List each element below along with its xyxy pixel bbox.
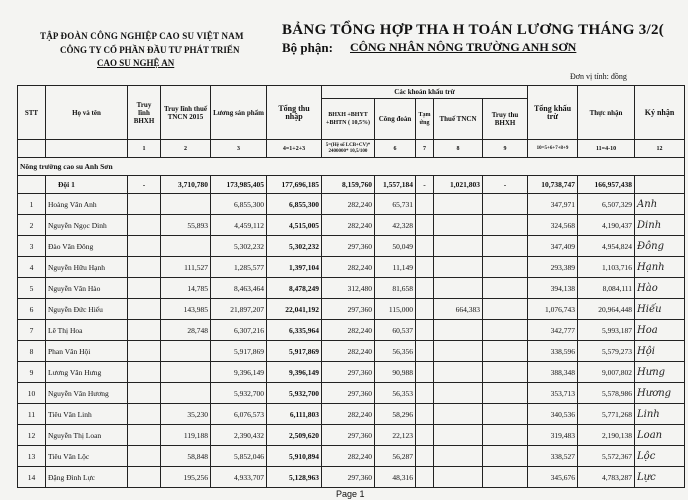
- cell-truy-thu-bhxh: [483, 257, 528, 278]
- cell-luong-sp: 2,390,432: [211, 425, 267, 446]
- table-row: [18, 194, 685, 215]
- cell-name: Nguyễn Đức Hiếu: [46, 299, 128, 320]
- department-name: CÔNG NHÂN NÔNG TRƯỜNG ANH SƠN: [350, 40, 577, 54]
- cell-bhxh: 297,360: [322, 467, 375, 488]
- cell-signature: Anh: [635, 194, 685, 215]
- cell-tong-khau-tru: 342,777: [528, 320, 578, 341]
- cell-luong-sp: 21,897,207: [211, 299, 267, 320]
- cell-tong-thu-nhap: 4,515,005: [267, 215, 322, 236]
- cell-tong-thu-nhap: 5,302,232: [267, 236, 322, 257]
- payroll-table: [17, 85, 685, 488]
- cell-signature: Hào: [635, 278, 685, 299]
- cell-thue-tncn: [434, 425, 483, 446]
- cell-thuc-nhan: 5,572,367: [578, 446, 635, 467]
- cell-cong-doan: 56,287: [375, 446, 416, 467]
- col-truy-bhxh: Truy lĩnh BHXH: [128, 86, 161, 140]
- cell-luong-sp: 5,852,046: [211, 446, 267, 467]
- cell-tong-thu-nhap: 6,855,300: [267, 194, 322, 215]
- cell-truy-thu-bhxh: [483, 425, 528, 446]
- cell-bhxh: 282,240: [322, 404, 375, 425]
- cell-bhxh: 297,360: [322, 425, 375, 446]
- cell-tam-ung: [416, 362, 434, 383]
- cell-stt: 11: [18, 404, 46, 425]
- col-truy-tncn: Truy lĩnh thuế TNCN 2015: [161, 86, 211, 140]
- document-title: BẢNG TỔNG HỢP THA H TOÁN LƯƠNG THÁNG 3/2(: [282, 22, 665, 38]
- cell-truy-bhxh: [128, 467, 161, 488]
- cell-cong-doan: 65,731: [375, 194, 416, 215]
- index-cell: 7: [416, 140, 434, 158]
- cell-stt: 8: [18, 341, 46, 362]
- cell-truy-tncn: 143,985: [161, 299, 211, 320]
- cell-signature: Lực: [635, 467, 685, 488]
- cell-name: Nguyễn Hữu Hạnh: [46, 257, 128, 278]
- cell-bhxh: 297,360: [322, 236, 375, 257]
- team-cong-doan: 1,557,184: [375, 176, 416, 194]
- cell-tong-khau-tru: 347,971: [528, 194, 578, 215]
- col-bhxh: BHXH +BHYT +BHTN ( 10,5%): [322, 99, 375, 140]
- cell-cong-doan: 60,537: [375, 320, 416, 341]
- cell-truy-bhxh: [128, 362, 161, 383]
- cell-truy-bhxh: [128, 236, 161, 257]
- cell-thuc-nhan: 5,578,986: [578, 383, 635, 404]
- cell-truy-bhxh: [128, 383, 161, 404]
- cell-thuc-nhan: 5,771,268: [578, 404, 635, 425]
- cell-stt: 9: [18, 362, 46, 383]
- cell-tam-ung: [416, 446, 434, 467]
- cell-truy-tncn: 111,527: [161, 257, 211, 278]
- cell-truy-bhxh: [128, 257, 161, 278]
- cell-tong-thu-nhap: 2,509,620: [267, 425, 322, 446]
- cell-tong-thu-nhap: 6,111,803: [267, 404, 322, 425]
- cell-truy-tncn: 14,785: [161, 278, 211, 299]
- index-cell: 5=(Hệ số LCB+CV)* 2400000* 10,5/100: [322, 140, 375, 158]
- cell-stt: 14: [18, 467, 46, 488]
- table-row: [18, 236, 685, 257]
- cell-signature: Hạnh: [635, 257, 685, 278]
- cell-tong-khau-tru: 345,676: [528, 467, 578, 488]
- cell-thue-tncn: [434, 404, 483, 425]
- cell-stt: 3: [18, 236, 46, 257]
- cell-tong-thu-nhap: 22,041,192: [267, 299, 322, 320]
- cell-thuc-nhan: 9,007,802: [578, 362, 635, 383]
- cell-tam-ung: [416, 299, 434, 320]
- cell-bhxh: 312,480: [322, 278, 375, 299]
- cell-truy-thu-bhxh: [483, 446, 528, 467]
- table-row: [18, 383, 685, 404]
- table-row: [18, 341, 685, 362]
- cell-thue-tncn: 664,383: [434, 299, 483, 320]
- cell-thue-tncn: [434, 236, 483, 257]
- table-row: [18, 278, 685, 299]
- cell-signature: Đông: [635, 236, 685, 257]
- cell-name: Đặng Đình Lực: [46, 467, 128, 488]
- table-row: [18, 320, 685, 341]
- cell-tam-ung: [416, 215, 434, 236]
- team-total-row: [18, 176, 685, 194]
- col-stt: STT: [18, 86, 46, 140]
- col-cong-doan: Công đoàn: [375, 99, 416, 140]
- cell-tong-thu-nhap: 8,478,249: [267, 278, 322, 299]
- cell-tong-khau-tru: 347,409: [528, 236, 578, 257]
- cell-truy-bhxh: [128, 215, 161, 236]
- cell-name: Lê Thị Hoa: [46, 320, 128, 341]
- table-row: [18, 446, 685, 467]
- cell-tam-ung: [416, 404, 434, 425]
- cell-thue-tncn: [434, 257, 483, 278]
- cell-tong-khau-tru: 319,483: [528, 425, 578, 446]
- cell-truy-thu-bhxh: [483, 467, 528, 488]
- table-row: [18, 425, 685, 446]
- cell-cong-doan: 90,988: [375, 362, 416, 383]
- cell-truy-thu-bhxh: [483, 404, 528, 425]
- cell-truy-tncn: 28,748: [161, 320, 211, 341]
- cell-stt: 5: [18, 278, 46, 299]
- cell-signature: Lộc: [635, 446, 685, 467]
- cell-luong-sp: 6,855,300: [211, 194, 267, 215]
- cell-cong-doan: 42,328: [375, 215, 416, 236]
- cell-name: Nguyễn Văn Hào: [46, 278, 128, 299]
- cell-thue-tncn: [434, 362, 483, 383]
- cell-truy-tncn: [161, 362, 211, 383]
- cell-truy-thu-bhxh: [483, 236, 528, 257]
- cell-stt: 12: [18, 425, 46, 446]
- team-name: Đội 1: [46, 176, 128, 194]
- cell-truy-tncn: [161, 383, 211, 404]
- cell-truy-tncn: 195,256: [161, 467, 211, 488]
- index-row: [18, 140, 685, 158]
- cell-cong-doan: 58,296: [375, 404, 416, 425]
- cell-luong-sp: 6,076,573: [211, 404, 267, 425]
- table-row: [18, 215, 685, 236]
- cell-thuc-nhan: 20,964,448: [578, 299, 635, 320]
- col-thuc-nhan: Thực nhận: [578, 86, 635, 140]
- col-tong-khau-tru: Tổng khấu trừ: [528, 86, 578, 140]
- cell-tong-thu-nhap: 5,932,700: [267, 383, 322, 404]
- cell-stt: 2: [18, 215, 46, 236]
- team-tam-ung: -: [416, 176, 434, 194]
- cell-luong-sp: 6,307,216: [211, 320, 267, 341]
- cell-bhxh: 282,240: [322, 341, 375, 362]
- cell-tong-thu-nhap: 5,128,963: [267, 467, 322, 488]
- cell-bhxh: 297,360: [322, 362, 375, 383]
- cell-cong-doan: 56,356: [375, 341, 416, 362]
- cell-stt: 7: [18, 320, 46, 341]
- col-tam-ung: Tạm ứng: [416, 99, 434, 140]
- cell-thue-tncn: [434, 320, 483, 341]
- cell-truy-bhxh: [128, 425, 161, 446]
- cell-truy-thu-bhxh: [483, 383, 528, 404]
- index-cell: 8: [434, 140, 483, 158]
- cell-thue-tncn: [434, 194, 483, 215]
- cell-thuc-nhan: 4,954,824: [578, 236, 635, 257]
- cell-signature: Hội: [635, 341, 685, 362]
- cell-truy-thu-bhxh: [483, 278, 528, 299]
- department-label: Bộ phận:: [282, 40, 333, 55]
- cell-tong-thu-nhap: 5,910,894: [267, 446, 322, 467]
- cell-thuc-nhan: 2,190,138: [578, 425, 635, 446]
- cell-luong-sp: 5,917,869: [211, 341, 267, 362]
- cell-truy-bhxh: [128, 404, 161, 425]
- cell-cong-doan: 81,658: [375, 278, 416, 299]
- cell-luong-sp: 4,933,707: [211, 467, 267, 488]
- cell-thuc-nhan: 4,783,287: [578, 467, 635, 488]
- cell-luong-sp: 1,285,577: [211, 257, 267, 278]
- cell-truy-bhxh: [128, 194, 161, 215]
- cell-tong-thu-nhap: 9,396,149: [267, 362, 322, 383]
- cell-tong-thu-nhap: 6,335,964: [267, 320, 322, 341]
- cell-thuc-nhan: 6,507,329: [578, 194, 635, 215]
- cell-tam-ung: [416, 467, 434, 488]
- cell-bhxh: 297,360: [322, 383, 375, 404]
- index-cell: 11=4-10: [578, 140, 635, 158]
- team-tong-thu-nhap: 177,696,185: [267, 176, 322, 194]
- cell-thue-tncn: [434, 215, 483, 236]
- cell-cong-doan: 48,316: [375, 467, 416, 488]
- cell-signature: Hoa: [635, 320, 685, 341]
- cell-truy-tncn: 119,188: [161, 425, 211, 446]
- cell-tam-ung: [416, 236, 434, 257]
- cell-cong-doan: 50,049: [375, 236, 416, 257]
- team-tong-khau-tru: 10,738,747: [528, 176, 578, 194]
- cell-thuc-nhan: 1,103,716: [578, 257, 635, 278]
- cell-thuc-nhan: 4,190,437: [578, 215, 635, 236]
- cell-truy-bhxh: [128, 320, 161, 341]
- cell-name: Tiêu Văn Lộc: [46, 446, 128, 467]
- team-thue-tncn: 1,021,803: [434, 176, 483, 194]
- cell-name: Nguyễn Ngọc Dinh: [46, 215, 128, 236]
- cell-truy-thu-bhxh: [483, 362, 528, 383]
- cell-tam-ung: [416, 257, 434, 278]
- team-luong-sp: 173,985,405: [211, 176, 267, 194]
- cell-luong-sp: 8,463,464: [211, 278, 267, 299]
- cell-cong-doan: 115,000: [375, 299, 416, 320]
- cell-thuc-nhan: 8,084,111: [578, 278, 635, 299]
- index-cell: 2: [161, 140, 211, 158]
- cell-tong-khau-tru: 340,536: [528, 404, 578, 425]
- cell-truy-thu-bhxh: [483, 299, 528, 320]
- cell-truy-thu-bhxh: [483, 320, 528, 341]
- cell-luong-sp: 5,302,232: [211, 236, 267, 257]
- index-cell: 3: [211, 140, 267, 158]
- cell-thuc-nhan: 5,993,187: [578, 320, 635, 341]
- cell-truy-bhxh: [128, 278, 161, 299]
- cell-stt: 6: [18, 299, 46, 320]
- page-number: Page 1: [336, 489, 365, 499]
- cell-truy-tncn: 55,893: [161, 215, 211, 236]
- cell-luong-sp: 4,459,112: [211, 215, 267, 236]
- team-truy-thu-bhxh: -: [483, 176, 528, 194]
- col-truy-thu-bhxh: Truy thu BHXH: [483, 99, 528, 140]
- index-cell: 1: [128, 140, 161, 158]
- cell-name: Tiêu Văn Linh: [46, 404, 128, 425]
- cell-thue-tncn: [434, 446, 483, 467]
- table-row: [18, 467, 685, 488]
- index-cell: 6: [375, 140, 416, 158]
- cell-tong-khau-tru: 1,076,743: [528, 299, 578, 320]
- cell-bhxh: 297,360: [322, 299, 375, 320]
- index-cell: 4=1+2+3: [267, 140, 322, 158]
- cell-stt: 1: [18, 194, 46, 215]
- org-name-line3: CAO SU NGHỆ AN: [97, 58, 175, 68]
- cell-truy-tncn: 58,848: [161, 446, 211, 467]
- org-name-line2: CÔNG TY CỔ PHẦN ĐẦU TƯ PHÁT TRIỂN: [60, 45, 240, 55]
- cell-name: Nguyễn Văn Hương: [46, 383, 128, 404]
- col-tong-thu-nhap: Tổng thu nhập: [267, 86, 322, 140]
- cell-bhxh: 282,240: [322, 446, 375, 467]
- cell-stt: 10: [18, 383, 46, 404]
- table-row: [18, 362, 685, 383]
- cell-truy-tncn: [161, 236, 211, 257]
- cell-truy-bhxh: [128, 446, 161, 467]
- cell-tam-ung: [416, 383, 434, 404]
- section-row: [18, 158, 685, 176]
- cell-signature: Loan: [635, 425, 685, 446]
- cell-name: Hoàng Văn Anh: [46, 194, 128, 215]
- table-row: [18, 404, 685, 425]
- cell-cong-doan: 56,353: [375, 383, 416, 404]
- table-row: [18, 257, 685, 278]
- index-cell: 12: [635, 140, 685, 158]
- cell-thue-tncn: [434, 278, 483, 299]
- team-truy-tncn: 3,710,780: [161, 176, 211, 194]
- cell-truy-tncn: 35,230: [161, 404, 211, 425]
- cell-bhxh: 282,240: [322, 257, 375, 278]
- table-row: [18, 299, 685, 320]
- cell-tong-khau-tru: 353,713: [528, 383, 578, 404]
- cell-thue-tncn: [434, 467, 483, 488]
- cell-tong-thu-nhap: 5,917,869: [267, 341, 322, 362]
- team-bhxh: 8,159,760: [322, 176, 375, 194]
- cell-signature: Linh: [635, 404, 685, 425]
- cell-tong-khau-tru: 338,596: [528, 341, 578, 362]
- cell-tong-thu-nhap: 1,397,104: [267, 257, 322, 278]
- cell-tam-ung: [416, 320, 434, 341]
- cell-signature: Hiếu: [635, 299, 685, 320]
- cell-signature: Hương: [635, 383, 685, 404]
- col-name: Họ và tên: [46, 86, 128, 140]
- cell-signature: Dinh: [635, 215, 685, 236]
- section-name: Nông trường cao su Anh Sơn: [18, 158, 685, 176]
- cell-thue-tncn: [434, 341, 483, 362]
- cell-truy-bhxh: [128, 341, 161, 362]
- cell-cong-doan: 11,149: [375, 257, 416, 278]
- cell-name: Nguyễn Thị Loan: [46, 425, 128, 446]
- unit-note: Đơn vị tính: đồng: [570, 72, 627, 81]
- org-name-line1: TẬP ĐOÀN CÔNG NGHIỆP CAO SU VIỆT NAM: [40, 31, 244, 41]
- header-row-1: [18, 86, 685, 99]
- col-thue-tncn: Thuế TNCN: [434, 99, 483, 140]
- cell-luong-sp: 5,932,700: [211, 383, 267, 404]
- cell-truy-thu-bhxh: [483, 215, 528, 236]
- cell-truy-thu-bhxh: [483, 194, 528, 215]
- cell-thuc-nhan: 5,579,273: [578, 341, 635, 362]
- cell-truy-tncn: [161, 341, 211, 362]
- cell-name: Phan Văn Hội: [46, 341, 128, 362]
- cell-truy-thu-bhxh: [483, 341, 528, 362]
- col-deductions-group: Các khoản khấu trừ: [322, 86, 528, 99]
- cell-tam-ung: [416, 341, 434, 362]
- cell-tam-ung: [416, 278, 434, 299]
- cell-stt: 4: [18, 257, 46, 278]
- cell-bhxh: 282,240: [322, 194, 375, 215]
- team-thuc-nhan: 166,957,438: [578, 176, 635, 194]
- col-ky-nhan: Ký nhận: [635, 86, 685, 140]
- cell-thue-tncn: [434, 383, 483, 404]
- cell-cong-doan: 22,123: [375, 425, 416, 446]
- cell-tong-khau-tru: 338,527: [528, 446, 578, 467]
- cell-tam-ung: [416, 425, 434, 446]
- cell-bhxh: 282,240: [322, 215, 375, 236]
- cell-truy-tncn: [161, 194, 211, 215]
- index-cell: 10=5+6+7+8+9: [528, 140, 578, 158]
- cell-tam-ung: [416, 194, 434, 215]
- cell-stt: 13: [18, 446, 46, 467]
- cell-tong-khau-tru: 293,389: [528, 257, 578, 278]
- cell-signature: Hưng: [635, 362, 685, 383]
- cell-tong-khau-tru: 324,568: [528, 215, 578, 236]
- cell-bhxh: 282,240: [322, 320, 375, 341]
- cell-tong-khau-tru: 388,348: [528, 362, 578, 383]
- cell-tong-khau-tru: 394,138: [528, 278, 578, 299]
- cell-name: Đào Văn Đông: [46, 236, 128, 257]
- col-luong-sp: Lương sản phẩm: [211, 86, 267, 140]
- cell-name: Lương Văn Hưng: [46, 362, 128, 383]
- cell-truy-bhxh: [128, 299, 161, 320]
- index-cell: 9: [483, 140, 528, 158]
- cell-luong-sp: 9,396,149: [211, 362, 267, 383]
- team-truy-bhxh: -: [128, 176, 161, 194]
